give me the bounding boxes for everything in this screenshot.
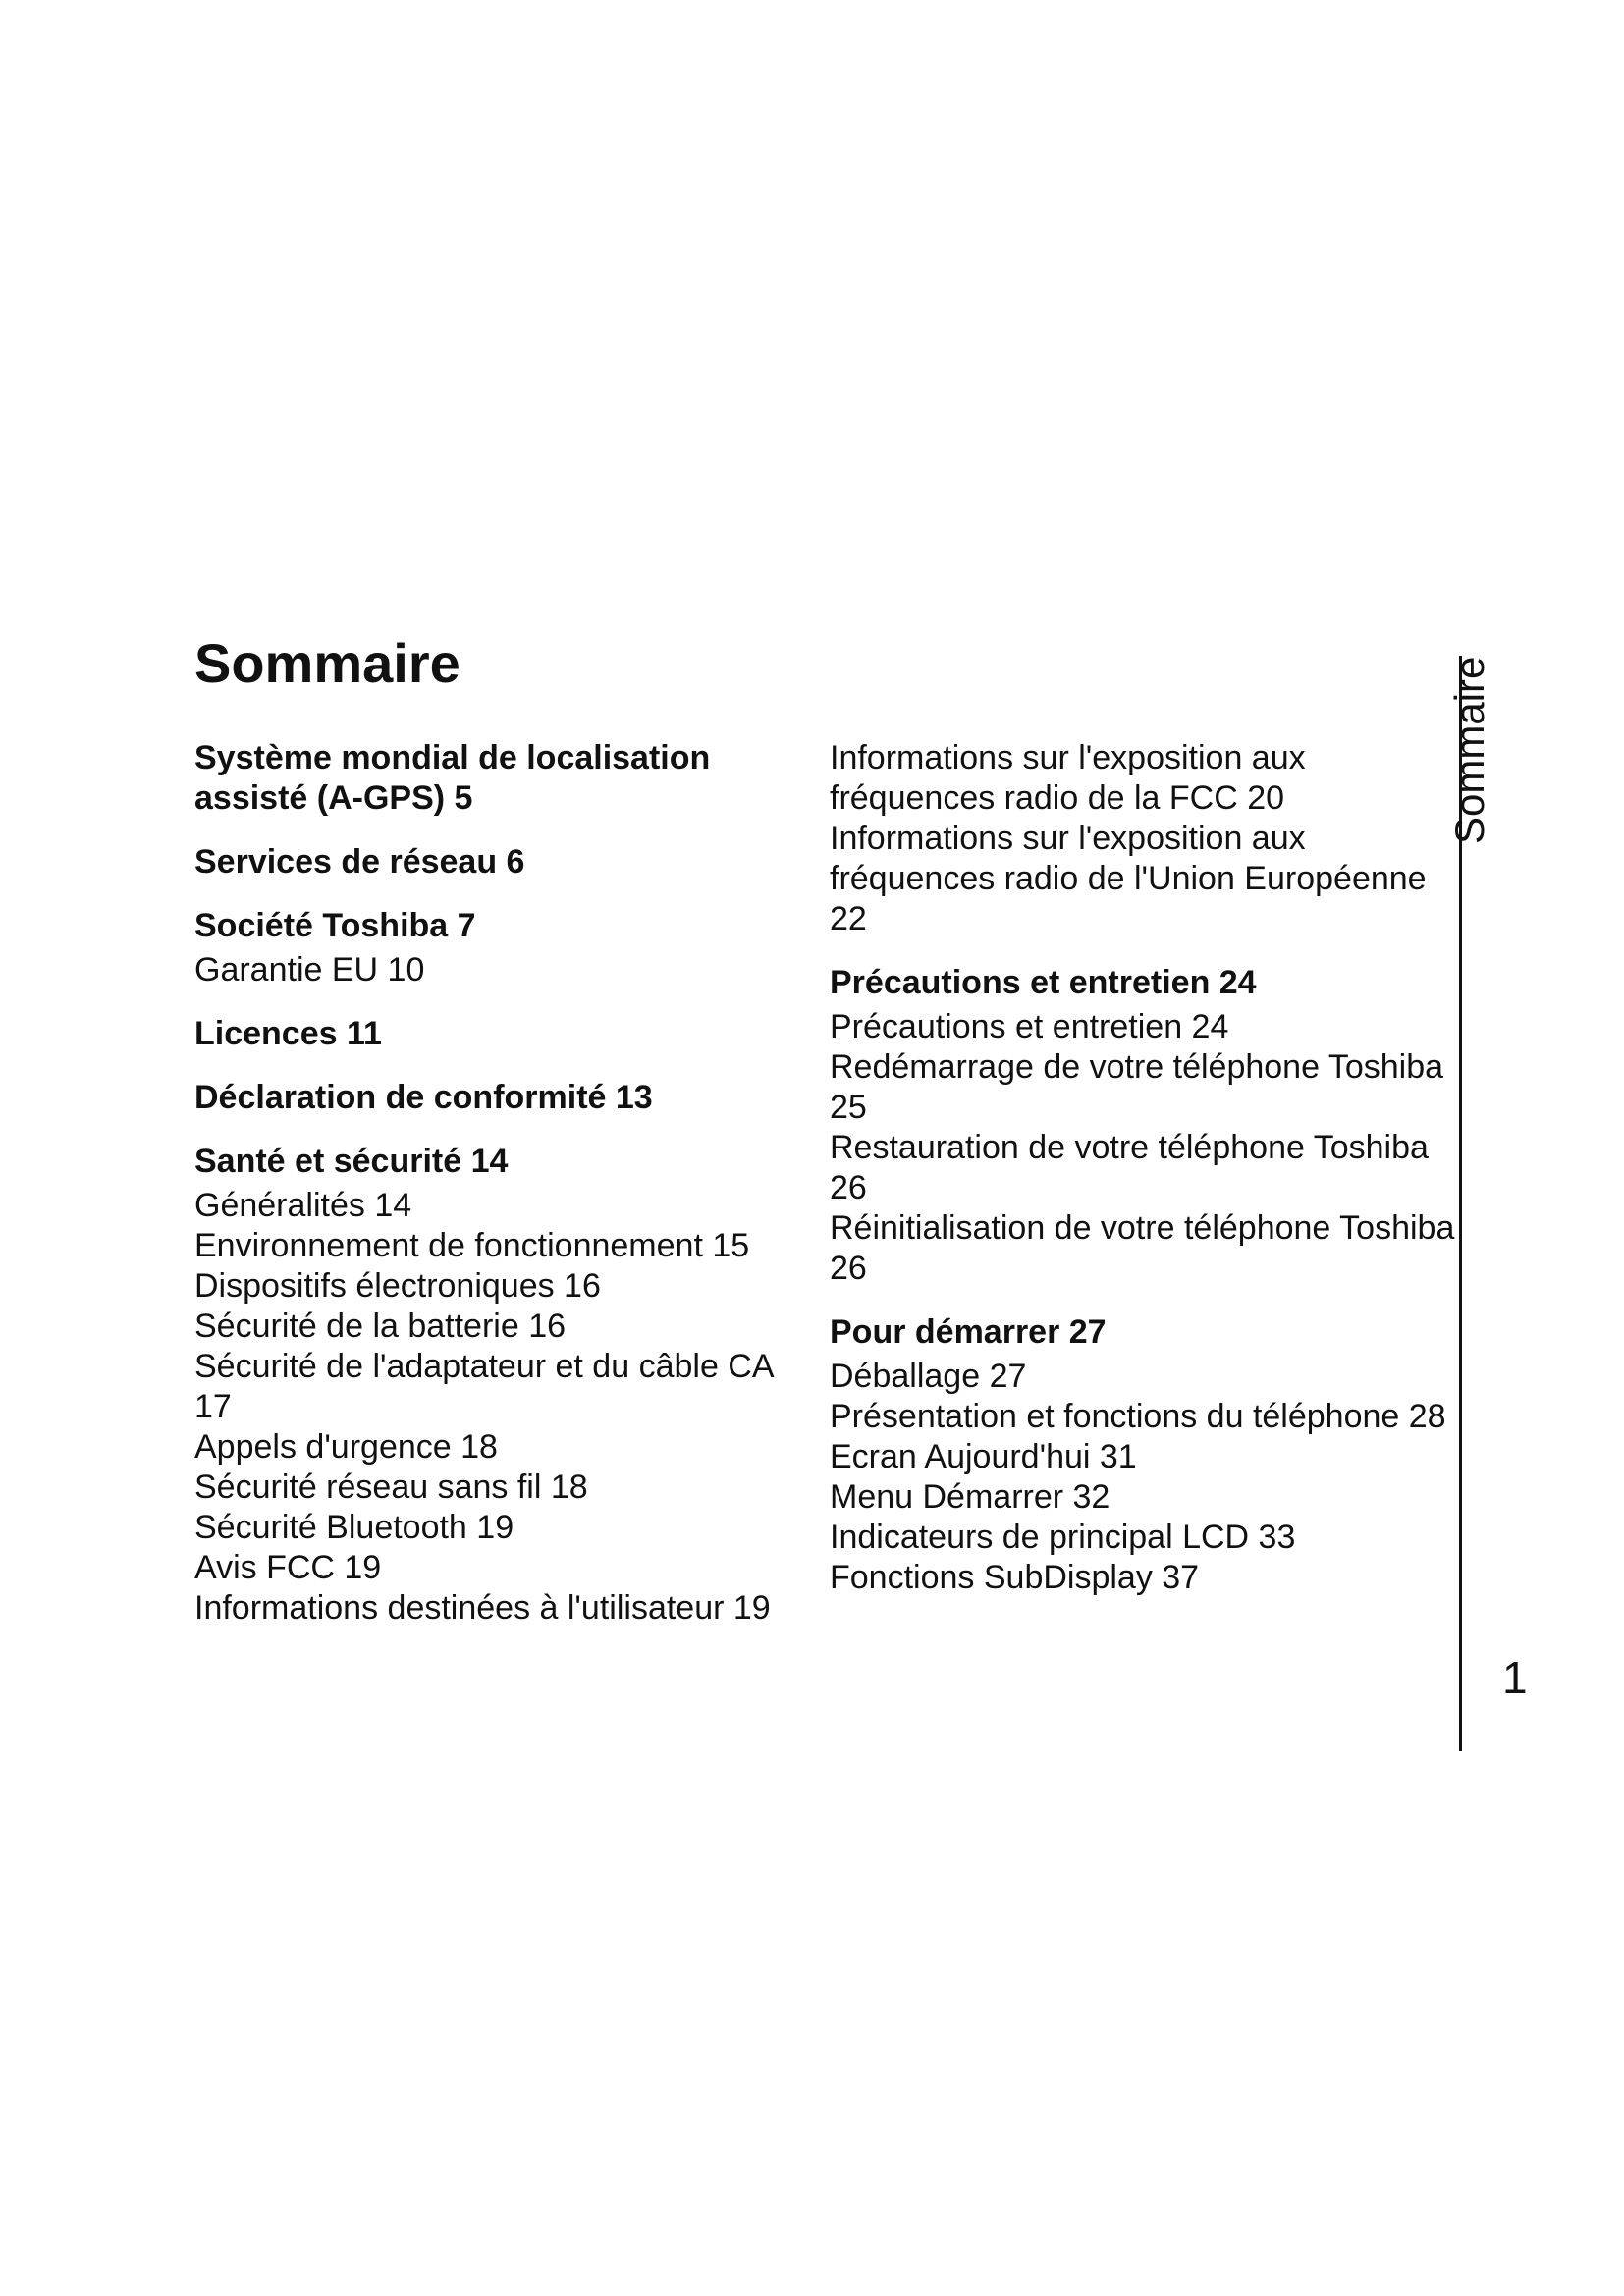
toc-entry[interactable]: Indicateurs de principal LCD 33: [830, 1519, 1296, 1556]
toc-section: [830, 963, 1458, 1289]
toc-entry-list: [194, 950, 793, 990]
toc-section: [194, 842, 793, 882]
toc-entry[interactable]: Présentation et fonctions du téléphone 28: [830, 1398, 1446, 1435]
toc-section: [194, 1142, 793, 1629]
toc-entry[interactable]: Appels d'urgence 18: [194, 1428, 498, 1466]
toc-entry[interactable]: Généralités 14: [194, 1187, 412, 1224]
toc-entry[interactable]: Précautions et entretien 24: [830, 1008, 1229, 1045]
toc-heading[interactable]: Société Toshiba 7: [194, 907, 476, 944]
toc-entry[interactable]: Réinitialisation de votre téléphone Toshiba 26: [830, 1209, 1455, 1287]
toc-section: [194, 738, 793, 819]
toc-entry-list: [830, 738, 1458, 939]
toc-entry[interactable]: Restauration de votre téléphone Toshiba 26: [830, 1129, 1429, 1206]
toc-entry[interactable]: Dispositifs électroniques 16: [194, 1267, 601, 1305]
toc-heading[interactable]: Services de réseau 6: [194, 843, 525, 881]
toc-entry[interactable]: Redémarrage de votre téléphone Toshiba 25: [830, 1048, 1444, 1126]
toc-section: [194, 906, 793, 990]
toc-left-column: [194, 738, 793, 1652]
toc-entry[interactable]: Informations sur l'exposition aux fréquences radio de l'Union Européenne 22: [830, 820, 1427, 937]
toc-heading[interactable]: Santé et sécurité 14: [194, 1143, 509, 1180]
toc-entry[interactable]: Menu Démarrer 32: [830, 1478, 1110, 1516]
toc-entry[interactable]: Informations destinées à l'utilisateur 19: [194, 1589, 771, 1627]
toc-entry[interactable]: Sécurité de l'adaptateur et du câble CA 17: [194, 1348, 773, 1425]
toc-entry-list: [194, 1186, 793, 1629]
toc-entry[interactable]: Sécurité réseau sans fil 18: [194, 1468, 588, 1506]
toc-entry[interactable]: Environnement de fonctionnement 15: [194, 1227, 750, 1264]
toc-entry-list: [830, 1007, 1458, 1289]
toc-heading[interactable]: Déclaration de conformité 13: [194, 1079, 653, 1116]
toc-entry[interactable]: Ecran Aujourd'hui 31: [830, 1438, 1137, 1475]
toc-section: [830, 1312, 1458, 1598]
toc-heading[interactable]: Précautions et entretien 24: [830, 964, 1257, 1001]
toc-section: [194, 1078, 793, 1118]
toc-right-column: [830, 738, 1458, 1622]
toc-entry[interactable]: Sécurité de la batterie 16: [194, 1308, 567, 1345]
page-title: Sommaire: [194, 632, 460, 694]
toc-entry[interactable]: Informations sur l'exposition aux fréquences radio de la FCC 20: [830, 739, 1306, 817]
toc-entry[interactable]: Avis FCC 19: [194, 1549, 382, 1586]
toc-entry[interactable]: Déballage 27: [830, 1358, 1027, 1395]
toc-entry[interactable]: Garantie EU 10: [194, 951, 425, 988]
page-number: 1: [1502, 1652, 1528, 1703]
toc-heading[interactable]: Licences 11: [194, 1015, 382, 1052]
toc-heading[interactable]: Pour démarrer 27: [830, 1313, 1107, 1351]
side-tab-label: Sommaire: [1446, 656, 1492, 844]
toc-section: [830, 738, 1458, 939]
toc-entry[interactable]: Fonctions SubDisplay 37: [830, 1559, 1200, 1596]
toc-heading[interactable]: Système mondial de localisation assisté (A-GPS) 5: [194, 739, 711, 817]
toc-entry-list: [830, 1357, 1458, 1598]
toc-section: [194, 1014, 793, 1054]
toc-entry[interactable]: Sécurité Bluetooth 19: [194, 1509, 514, 1546]
